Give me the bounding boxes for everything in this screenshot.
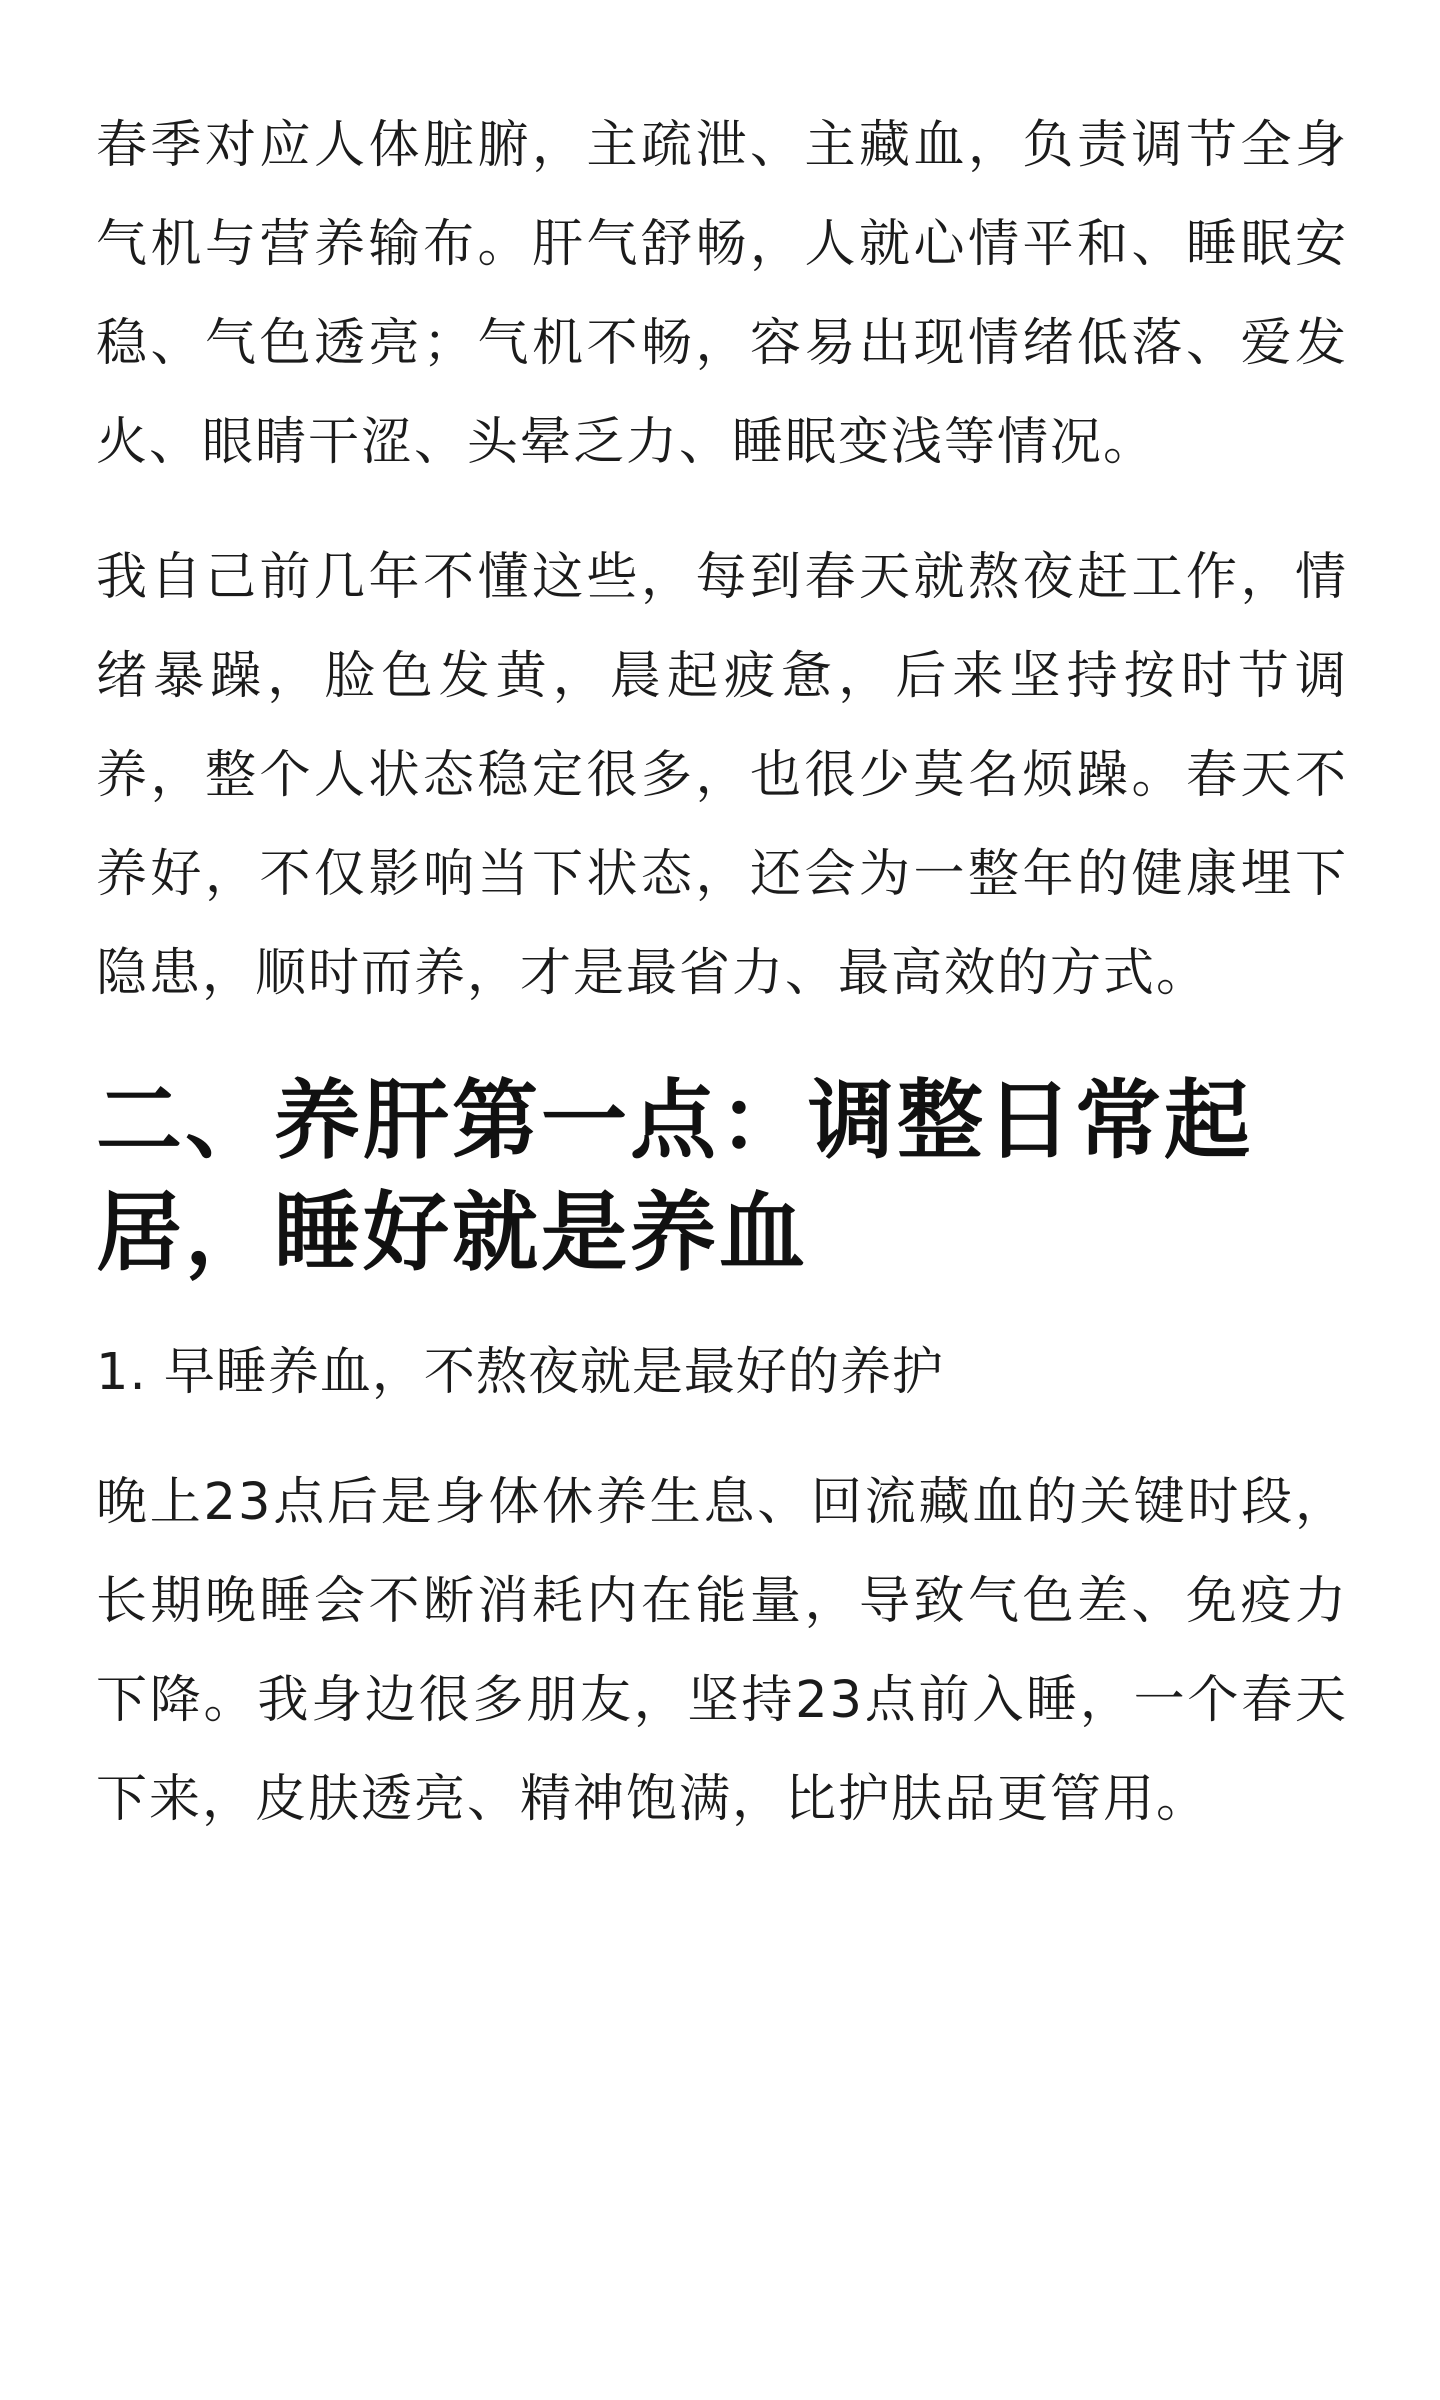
subheading-early-sleep: 1. 早睡养血，不熬夜就是最好的养护 bbox=[96, 1343, 944, 1402]
paragraph-sleep-advice: 晚上23点后是身体休养生息、回流藏血的关键时段，长期晚睡会不断消耗内在能量，导致气色差、免疫力下降。我身边很多朋友，坚持23点前入睡，一个春天下来，皮肤透亮、精神饱满，比护肤品更管用。 bbox=[96, 1473, 1348, 1829]
article-body bbox=[96, 96, 1348, 1849]
section-heading: 二、养肝第一点：调整日常起居，睡好就是养血 bbox=[96, 1071, 1253, 1283]
paragraph-liver-spring: 春季对应人体脏腑，主疏泄、主藏血，负责调节全身气机与营养输布。肝气舒畅，人就心情平和、睡眠安稳、气色透亮；气机不畅，容易出现情绪低落、爱发火、眼睛干涩、头晕乏力、睡眠变浅等情况。 bbox=[96, 116, 1348, 472]
paragraph-personal-experience: 我自己前几年不懂这些，每到春天就熬夜赶工作，情绪暴躁，脸色发黄，晨起疲惫，后来坚持按时节调养，整个人状态稳定很多，也很少莫名烦躁。春天不养好，不仅影响当下状态，还会为一整年的健康埋下隐患，顺时而养，才是最省力、最高效的方式。 bbox=[96, 548, 1348, 1003]
